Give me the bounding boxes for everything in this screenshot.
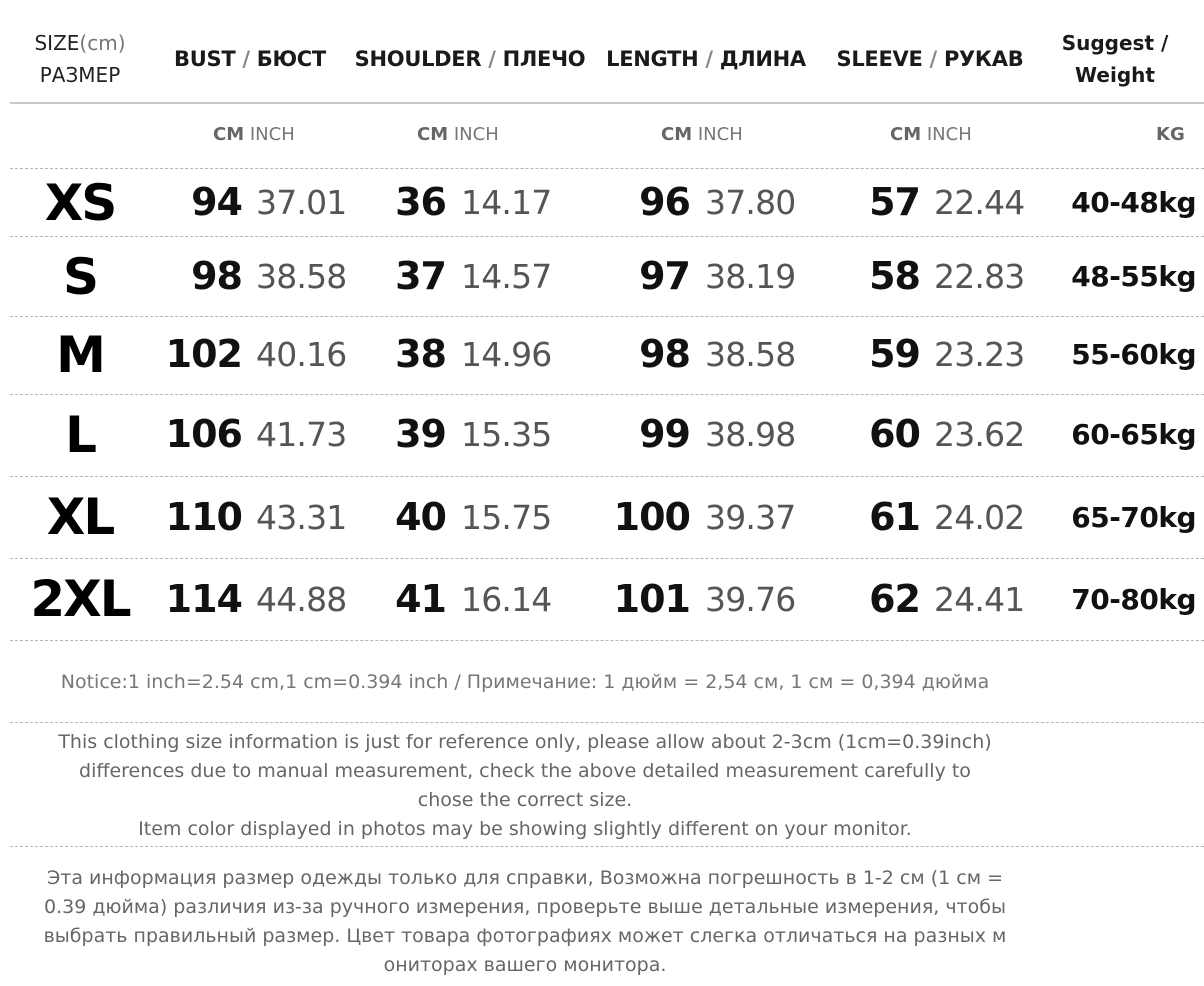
shoulder-inch: 14.96 (461, 335, 552, 374)
sleeve-units (890, 124, 972, 145)
header-divider (10, 102, 1204, 104)
table-row (0, 484, 1204, 558)
length-inch: 37.80 (705, 183, 796, 222)
shoulder-header-ru: ПЛЕЧО (502, 47, 586, 71)
bust-header-en: BUST (174, 47, 236, 71)
weight-header-line1: Suggest / (1061, 31, 1169, 55)
bust-cm: 94 (191, 180, 242, 224)
sleeve-inch: 24.02 (934, 498, 1025, 537)
disclaimer-ru-line: ониторах вашего монитора. (383, 954, 667, 976)
length-units (661, 124, 743, 145)
bust-cm: 102 (165, 332, 242, 376)
bust-header-ru: БЮСТ (256, 47, 326, 71)
size-unit: (cm) (79, 31, 126, 55)
sleeve-cm: 61 (869, 495, 920, 539)
length-cm: 100 (613, 495, 690, 539)
disclaimer-ru-line: выбрать правильный размер. Цвет товара фотографиях может слегка отличаться на разных м (43, 925, 1007, 947)
cm-unit: CM (890, 124, 922, 145)
weight-value: 48-55kg (1071, 260, 1196, 293)
bust-inch: 44.88 (256, 580, 347, 619)
sleeve-cm: 59 (869, 332, 920, 376)
bust-cm: 98 (191, 254, 242, 298)
table-row (0, 242, 1204, 314)
table-header (0, 22, 1204, 96)
shoulder-cm: 40 (395, 495, 446, 539)
kg-unit: KG (1156, 124, 1185, 145)
inch-unit: INCH (249, 124, 295, 145)
sleeve-column-header (832, 22, 1028, 96)
length-cm: 101 (613, 577, 690, 621)
bust-inch: 41.73 (256, 415, 347, 454)
length-inch: 38.98 (705, 415, 796, 454)
shoulder-cm: 41 (395, 577, 446, 621)
size-label: SIZE (34, 31, 80, 55)
length-cm: 96 (639, 180, 690, 224)
size-label-xs: XS (44, 174, 116, 232)
cm-unit: CM (417, 124, 449, 145)
shoulder-inch: 14.17 (461, 183, 552, 222)
length-header-ru: ДЛИНА (719, 47, 806, 71)
bust-column-header (160, 22, 340, 96)
weight-value: 55-60kg (1071, 338, 1196, 371)
disclaimer-en-line: chose the correct size. (417, 789, 633, 811)
disclaimer-en-line: Item color displayed in photos may be showing slightly different on your monitor. (138, 818, 912, 840)
bust-cm: 106 (165, 412, 242, 456)
table-row (0, 172, 1204, 236)
section-divider (10, 722, 1204, 723)
conversion-notice: Notice:1 inch=2.54 cm,1 cm=0.394 inch / Примечание: 1 дюйм = 2,54 см, 1 см = 0,394 дюйма (60, 671, 990, 693)
row-divider (10, 394, 1204, 395)
cm-unit: CM (661, 124, 693, 145)
bust-inch: 43.31 (256, 498, 347, 537)
length-inch: 38.58 (705, 335, 796, 374)
sleeve-cm: 60 (869, 412, 920, 456)
bust-cm: 114 (165, 577, 242, 621)
size-label-s: S (62, 248, 97, 306)
row-divider (10, 558, 1204, 559)
bust-inch: 40.16 (256, 335, 347, 374)
weight-value: 60-65kg (1071, 418, 1196, 451)
header-slash: / (929, 47, 937, 71)
shoulder-cm: 37 (395, 254, 446, 298)
length-inch: 38.19 (705, 257, 796, 296)
sleeve-inch: 23.23 (934, 335, 1025, 374)
weight-value: 70-80kg (1071, 583, 1196, 616)
sleeve-inch: 22.83 (934, 257, 1025, 296)
sleeve-cm: 58 (869, 254, 920, 298)
sleeve-header-en: SLEEVE (836, 47, 923, 71)
bust-inch: 38.58 (256, 257, 347, 296)
row-divider (10, 236, 1204, 237)
disclaimer-ru-line: 0.39 дюйма) различия из-за ручного измерения, проверьте выше детальные измерения, чтобы (44, 896, 1006, 918)
length-cm: 98 (639, 332, 690, 376)
disclaimer-en-line: differences due to manual measurement, check the above detailed measurement carefully to (79, 760, 971, 782)
disclaimer-ru (0, 864, 1050, 980)
shoulder-cm: 39 (395, 412, 446, 456)
length-column-header (598, 22, 814, 96)
sleeve-inch: 22.44 (934, 183, 1025, 222)
shoulder-cm: 38 (395, 332, 446, 376)
shoulder-inch: 16.14 (461, 580, 552, 619)
length-inch: 39.37 (705, 498, 796, 537)
shoulder-inch: 15.75 (461, 498, 552, 537)
length-header-en: LENGTH (606, 47, 699, 71)
sleeve-inch: 23.62 (934, 415, 1025, 454)
header-slash: / (705, 47, 713, 71)
size-column-header (20, 22, 140, 96)
shoulder-inch: 15.35 (461, 415, 552, 454)
weight-value: 40-48kg (1071, 186, 1196, 219)
size-label-2xl: 2XL (30, 570, 130, 628)
inch-unit: INCH (926, 124, 972, 145)
sleeve-header-ru: РУКАВ (943, 47, 1024, 71)
length-inch: 39.76 (705, 580, 796, 619)
bust-cm: 110 (165, 495, 242, 539)
weight-header-line2: Weight (1075, 63, 1155, 87)
size-label-xl: XL (46, 488, 114, 546)
size-label-ru: РАЗМЕР (39, 63, 121, 87)
sleeve-inch: 24.41 (934, 580, 1025, 619)
sleeve-cm: 57 (869, 180, 920, 224)
shoulder-header-en: SHOULDER (354, 47, 482, 71)
shoulder-cm: 36 (395, 180, 446, 224)
header-slash: / (242, 47, 250, 71)
shoulder-column-header (350, 22, 590, 96)
table-row (0, 566, 1204, 640)
row-divider (10, 640, 1204, 641)
row-divider (10, 168, 1204, 169)
shoulder-units (417, 124, 499, 145)
row-divider (10, 316, 1204, 317)
row-divider (10, 476, 1204, 477)
weight-column-header (1040, 22, 1190, 96)
length-cm: 97 (639, 254, 690, 298)
disclaimer-en (0, 728, 1050, 844)
inch-unit: INCH (697, 124, 743, 145)
cm-unit: CM (213, 124, 245, 145)
header-slash: / (488, 47, 496, 71)
section-divider (10, 846, 1204, 847)
table-row (0, 322, 1204, 394)
bust-units (213, 124, 295, 145)
sleeve-cm: 62 (869, 577, 920, 621)
disclaimer-en-line: This clothing size information is just for reference only, please allow about 2-3cm (1cm=0.39inch) (58, 731, 992, 753)
weight-value: 65-70kg (1071, 501, 1196, 534)
size-label-l: L (65, 406, 95, 464)
length-cm: 99 (639, 412, 690, 456)
bust-inch: 37.01 (256, 183, 347, 222)
units-row (0, 124, 1204, 152)
shoulder-inch: 14.57 (461, 257, 552, 296)
inch-unit: INCH (453, 124, 499, 145)
size-label-m: M (56, 326, 104, 384)
disclaimer-ru-line: Эта информация размер одежды только для справки, Возможна погрешность в 1-2 см (1 см = (46, 867, 1004, 889)
table-row (0, 400, 1204, 476)
